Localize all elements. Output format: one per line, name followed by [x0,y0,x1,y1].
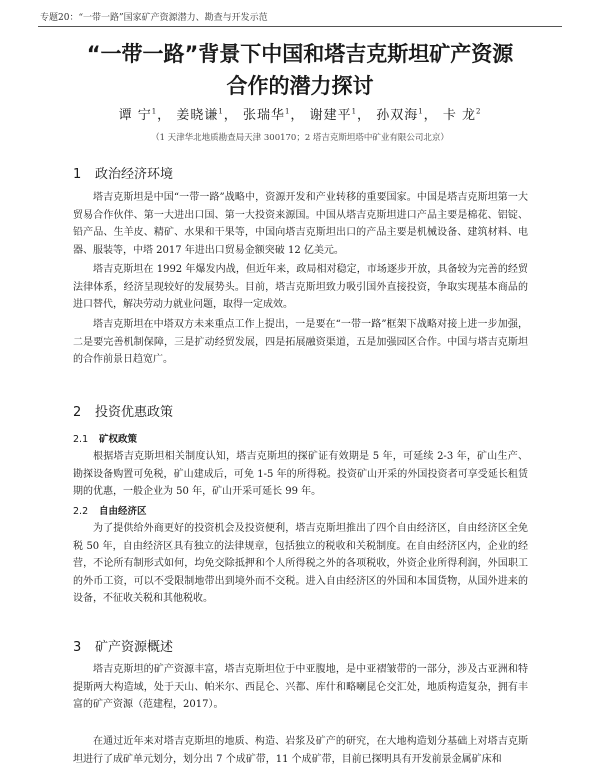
section-title: 投资优惠政策 [95,405,174,420]
author-list: 谭 宁$^1$， 姜晓谦$^1$， 张瑞华$^1$， 谢建平$^1$， 孙双海$^1$， 卡 龙$^2$ [118,107,482,123]
body-paragraph: 为了提供给外商更好的投资机会及投资便利，塔吉克斯坦推出了四个自由经济区，自由经济区全免税 50 年，自由经济区具有独立的法律规章，包括独立的税收和关税制度。在自由经济区内，企业的经营，不论所有制形式如何，均免交除抵押和个人所得税之外的各项税收，外资企业所得利润，外国职工的外币工资，可以不受限制地带出到境外而不交税。进入自由经济区的外国和本国货物，从国外进来的设备，不征收关税和其他税收。 [73,523,528,604]
body-paragraph: 塔吉克斯坦在 1992 年爆发内战，但近年来，政局相对稳定，市场逐步开放，具备较为完善的经贸法律体系，经济呈现较好的发展势头。目前，塔吉克斯坦致力吸引国外直接投资，争取实现基本商品的进口替代，解决劳动力就业问题，取得一定成效。 [73,264,528,310]
affiliation: （1 天津华北地质勘查局天津 300170；2 塔吉克斯坦塔中矿业有限公司北京） [151,133,449,143]
subsection-title: 自由经济区 [99,506,147,517]
section-number: 3 [73,640,82,655]
section-title: 政治经济环境 [95,167,174,182]
body-paragraph: 塔吉克斯坦在中塔双方未来重点工作上提出，一是要在“一带一路”框架下战略对接上进一步加强，二是要完善机制保障，三是扩动经贸发展，四是拓展融资渠道，五是加强园区合作。中国与塔吉克斯坦的合作前景日趋宽广。 [73,319,528,365]
section-heading [73,636,173,655]
author: 姜晓谦$^1$ [176,107,224,123]
subsection-number: 2.2 [73,506,89,517]
section-heading [73,163,173,182]
author: 谭 宁$^1$ [118,107,158,123]
title-line-1: “一带一路”背景下中国和塔吉克斯坦矿产资源 [86,42,514,66]
author: 张瑞华$^1$ [242,107,291,123]
body-paragraph: 塔吉克斯坦是中国“一带一路”战略中，资源开发和产业转移的重要国家。中国是塔吉克斯坦第一大贸易合作伙伴、第一大进出口国、第一大投资来源国。中国从塔吉克斯坦进口产品主要是棉花、铝锭、铅产品、生羊皮、精矿、水果和干果等，中国向塔吉克斯坦出口的产品主要是机械设备、建筑材料、电器、服装等，中塔 2017 年进出口贸易金额突破 12 亿美元。 [73,192,528,256]
subsection-heading [73,503,147,517]
section-heading [73,401,173,420]
body-paragraph: 塔吉克斯坦的矿产资源丰富，塔吉克斯坦位于中亚腹地，是中亚褶皱带的一部分，涉及古亚洲和特提斯两大构造域，处于天山、帕米尔、西昆仑、兴都、库什和略喇昆仑交汇处，地质构造复杂，拥有丰富的矿产资源（范建程，2017）。 [73,664,528,710]
author: 卡 龙$^2$ [442,107,482,123]
title-line-2: 合作的潜力探讨 [226,74,374,98]
body-paragraph: 根据塔吉克斯坦相关制度认知，塔吉克斯坦的探矿证有效期是 5 年，可延续 2-3 年，矿山生产、勘探设备购置可免税，矿山建成后，可免 1-5 年的所得税。投资矿山开采的外国投资者可享受延长租赁期的优惠，一般企业为 50 年，矿山开采可延长 99 年。 [73,451,528,497]
body-paragraph: 在通过近年来对塔吉克斯坦的地质、构造、岩浆及矿产的研究，在大地构造划分基础上对塔吉克斯坦进行了成矿单元划分，划分出 7 个成矿带，11 个成矿带，目前已探明具有开发前景金属矿床和 [73,736,528,765]
author: 孙双海$^1$ [376,107,424,123]
subsection-heading [73,431,137,445]
running-header: 专题20：“一带一路”国家矿产资源潜力、勘查与开发示范 [40,13,268,23]
subsection-title: 矿权政策 [99,434,138,445]
section-number: 2 [73,405,82,420]
author: 谢建平$^1$ [309,107,358,123]
subsection-number: 2.1 [73,434,89,445]
section-title: 矿产资源概述 [95,640,174,655]
header-rule [38,26,562,27]
paper-title [30,38,570,102]
section-number: 1 [73,167,82,182]
